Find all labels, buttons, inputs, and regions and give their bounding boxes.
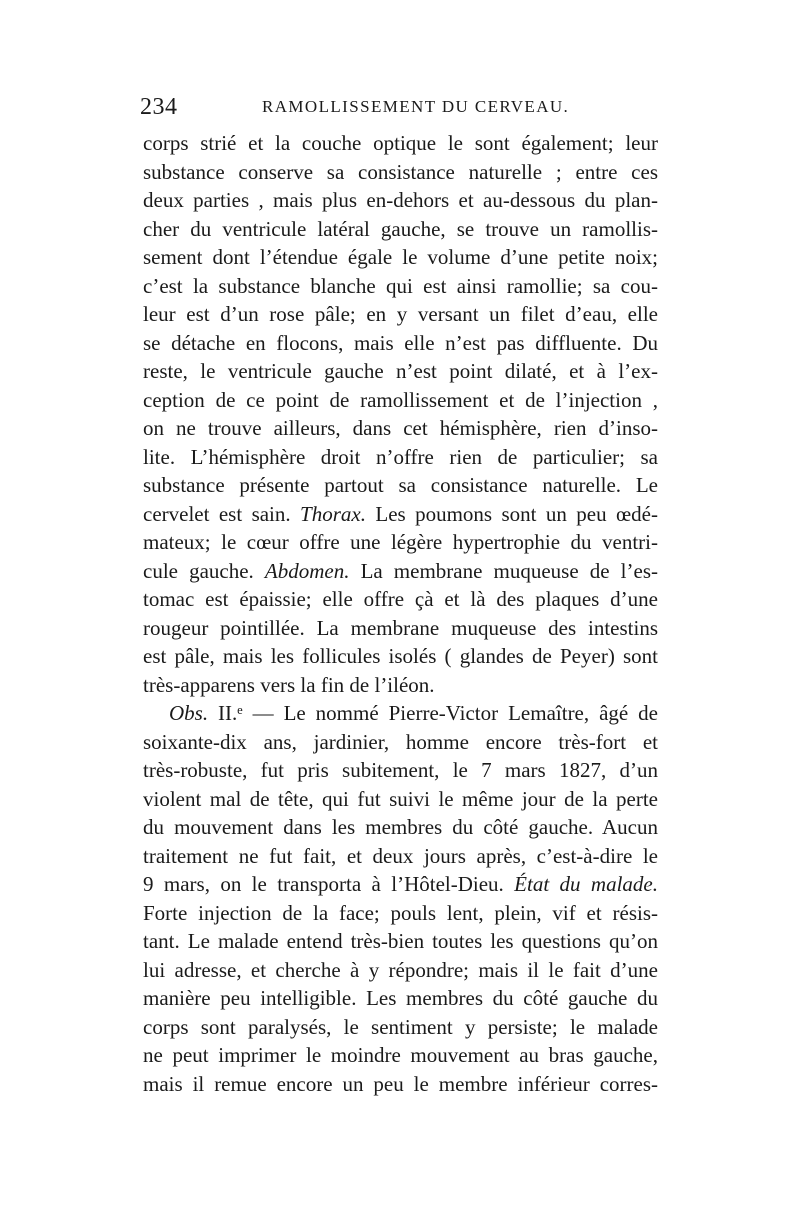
running-title: RAMOLLISSEMENT DU CERVEAU.	[262, 97, 570, 116]
text-line	[143, 500, 658, 529]
page-number: 234	[140, 94, 178, 120]
text-line: rougeur pointillée. La membrane muqueuse des intestins	[143, 615, 658, 640]
text-line: lite. L’hémisphère droit n’offre rien de particulier; sa	[143, 444, 658, 469]
text-line: c’est la substance blanche qui est ainsi ramollie; sa cou-	[143, 273, 658, 298]
text-run: Les poumons sont un peu œdé-	[365, 501, 658, 526]
text-line: on ne trouve ailleurs, dans cet hémisphère, rien d’inso-	[143, 416, 658, 440]
text-line: violent mal de tête, qui fut suivi le même jour de la perte	[143, 786, 658, 811]
section-heading-abdomen: Abdomen.	[264, 558, 350, 583]
section-heading-thorax: Thorax.	[300, 501, 366, 526]
text-line: se détache en flocons, mais elle n’est pas diffluente. Du	[143, 330, 658, 355]
text-line	[143, 870, 658, 899]
text-line: substance présente partout sa consistance naturelle. Le	[143, 473, 658, 497]
text-line: leur est d’un rose pâle; en y versant un filet d’eau, elle	[143, 302, 658, 326]
text-run: II.ᵉ — Le nommé Pierre-Victor Lemaître, âgé de	[208, 701, 658, 725]
text-line: ne peut imprimer le moindre mouvement au bras gauche,	[143, 1043, 658, 1067]
text-line: reste, le ventricule gauche n’est point dilaté, et à l’ex-	[143, 359, 658, 383]
obs-label: Obs.	[169, 701, 209, 725]
observation-heading-line	[143, 699, 658, 728]
running-head	[140, 92, 660, 122]
text-line: du mouvement dans les membres du côté gauche. Aucun	[143, 815, 658, 839]
text-run: La membrane muqueuse de l’es-	[349, 558, 658, 583]
text-line: corps strié et la couche optique le sont également; leur	[143, 131, 658, 155]
text-run: cervelet est sain.	[143, 501, 301, 526]
text-line: tomac est épaissie; elle offre çà et là des plaques d’une	[143, 587, 658, 611]
text-line: ception de ce point de ramollissement et de l’injection ,	[143, 387, 658, 412]
text-line: manière peu intelligible. Les membres du côté gauche du	[143, 986, 658, 1010]
text-line: cher du ventricule latéral gauche, se trouve un ramollis-	[143, 216, 658, 241]
text-line: mais il remue encore un peu le membre inférieur corres-	[143, 1071, 658, 1096]
text-line: deux parties , mais plus en-dehors et au-dessous du plan-	[143, 188, 658, 212]
text-line: Forte injection de la face; pouls lent, plein, vif et résis-	[143, 900, 658, 925]
text-run: cule gauche.	[143, 558, 265, 583]
paragraph-end-line: très-apparens vers la fin de l’iléon.	[143, 672, 435, 697]
section-heading-etat-du-malade: État du malade.	[514, 872, 658, 896]
text-line: tant. Le malade entend très-bien toutes les questions qu’on	[143, 929, 658, 953]
text-line	[143, 557, 658, 586]
text-line: soixante-dix ans, jardinier, homme encore très-fort et	[143, 729, 658, 754]
body-text	[143, 129, 658, 1098]
text-line: est pâle, mais les follicules isolés ( glandes de Peyer) sont	[143, 644, 658, 668]
text-line: corps sont paralysés, le sentiment y persiste; le malade	[143, 1014, 658, 1039]
text-line: lui adresse, et cherche à y répondre; mais il le fait d’une	[143, 957, 658, 982]
text-line: traitement ne fut fait, et deux jours après, c’est-à-dire le	[143, 843, 658, 868]
text-run: 9 mars, on le transporta à l’Hôtel-Dieu.	[143, 872, 515, 896]
text-line: mateux; le cœur offre une légère hypertrophie du ventri-	[143, 530, 658, 554]
text-line: substance conserve sa consistance naturelle ; entre ces	[143, 159, 658, 184]
text-line: sement dont l’étendue égale le volume d’une petite noix;	[143, 245, 658, 269]
text-line: très-robuste, fut pris subitement, le 7 mars 1827, d’un	[143, 758, 658, 782]
